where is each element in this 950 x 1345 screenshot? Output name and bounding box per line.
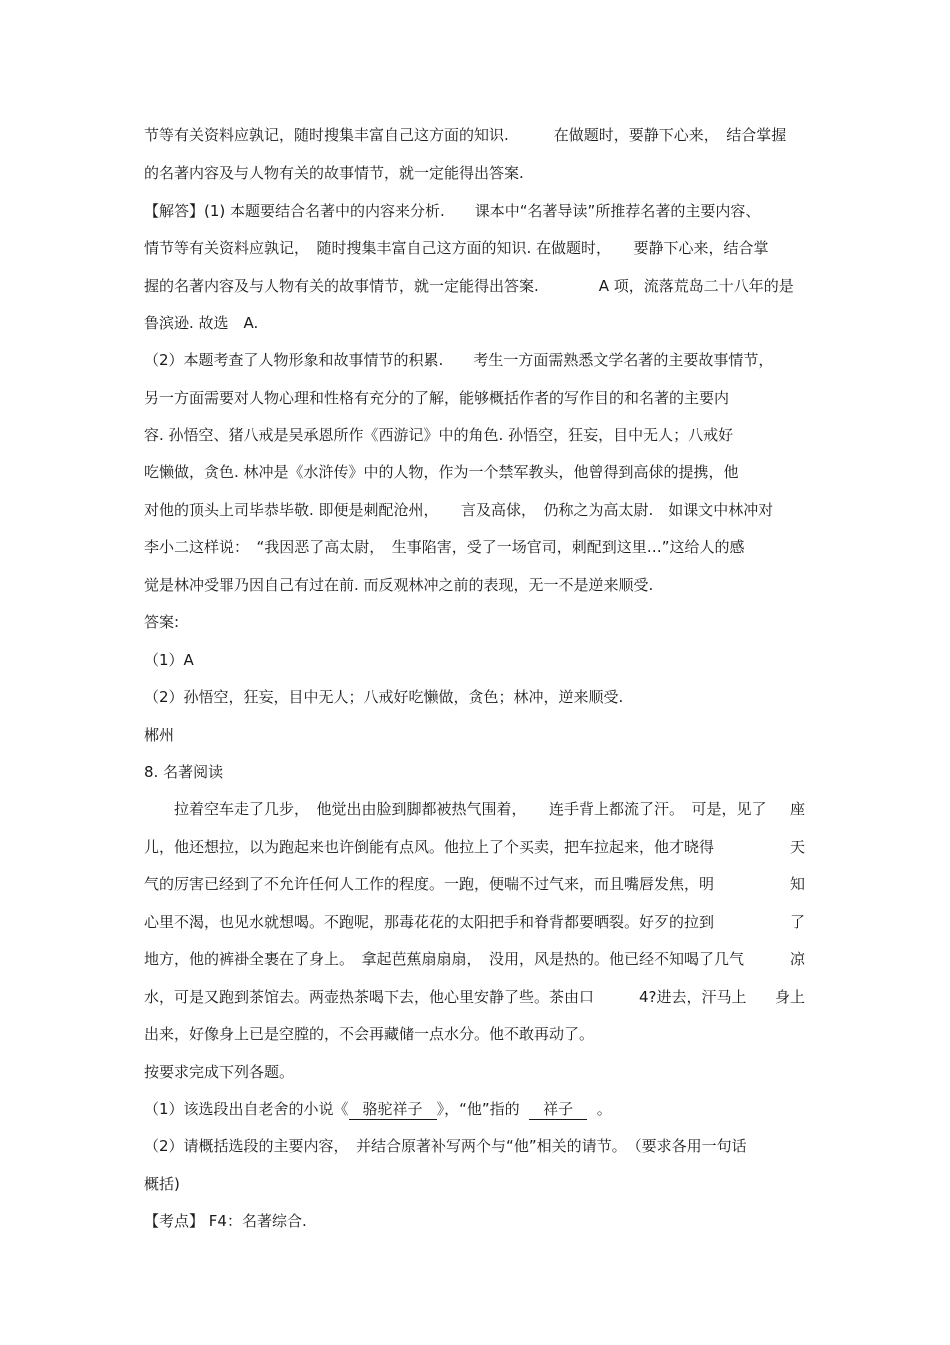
text-line: 节等有关资料应孰记，随时搜集丰富自己这方面的知识. 在做题时，要静下心来， 结合掌握 — [144, 126, 787, 144]
question-1 — [144, 1099, 612, 1119]
text-line: 握的名著内容及与人物有关的故事情节，就一定能得出答案. A 项，流落荒岛二十八年的是 — [144, 277, 794, 295]
passage-line: 拉着空车走了几步， 他觉出由脸到脚都被热气围着， 连手背上都流了汗。 可是，见了 — [144, 800, 767, 818]
q1-prefix: （1）该选段出自老舍的小说《 — [144, 1100, 349, 1118]
text-line: 对他的顶头上司毕恭毕敬. 即便是刺配沧州， 言及高俅， 仍称之为高太尉. 如课文中林冲对 — [144, 501, 774, 519]
text-line: 吃懒做，贪色. 林冲是《水浒传》中的人物，作为一个禁军教头，他曾得到高俅的提携，他 — [144, 463, 739, 481]
text-line: （2）本题考查了人物形象和故事情节的积累. 考生一方面需熟悉文学名著的主要故事情节， — [144, 351, 774, 369]
passage-line: 心里不渴，也见水就想喝。不跑呢，那毒花花的太阳把手和脊背都要晒裂。好歹的拉到 — [144, 913, 715, 931]
text-line: 李小二这样说： “我因恶了高太尉， 生事陷害，受了一场官司，刺配到这里…”这给人的感 — [144, 538, 745, 556]
passage-line-end: 了 — [790, 913, 806, 931]
text-line: 容. 孙悟空、猪八戒是吴承恩所作《西游记》中的角色. 孙悟空，狂妄，目中无人；八戒好 — [144, 426, 734, 444]
text-line: 情节等有关资料应孰记， 随时搜集丰富自己这方面的知识. 在做题时， 要静下心来，结合掌 — [144, 239, 769, 257]
passage-line-end: 知 — [790, 875, 806, 893]
passage-line: 气的厉害已经到了不允许任何人工作的程度。一跑，便喘不过气来，而且嘴唇发焦，明 — [144, 875, 715, 893]
text-line: 【解答】(1) 本题要结合名著中的内容来分析. 课本中“名著导读”所推荐名著的主要内容、 — [144, 202, 761, 220]
text-line: 的名著内容及与人物有关的故事情节，就一定能得出答案. — [144, 164, 524, 182]
answer-heading: 答案: — [144, 613, 180, 631]
question-heading: 8. 名著阅读 — [144, 763, 224, 781]
question-2-line: （2）请概括选段的主要内容， 并结合原著补写两个与“他”相关的请节。 （要求各用一句话 — [144, 1137, 747, 1155]
answer-2: （2）孙悟空，狂妄，目中无人；八戒好吃懒做，贪色；林冲，逆来顺受. — [144, 688, 624, 706]
q1-middle: 》，“他”指的 — [436, 1100, 520, 1118]
text-line: 鲁滨逊. 故选 A. — [144, 314, 259, 332]
passage-line: 儿，他还想拉，以为跑起来也许倒能有点风。他拉上了个买卖，把车拉起来，他才晓得 — [144, 838, 715, 856]
answer-1: （1）A — [144, 651, 194, 669]
passage-line: 出来，好像身上已是空膛的，不会再藏储一点水分。他不敢再动了。 — [144, 1025, 595, 1043]
instruction: 按要求完成下列各题。 — [144, 1063, 295, 1081]
passage-line: 地方，他的裤褂全裹在了身上。 拿起芭蕉扇扇扇， 没用，风是热的。他已经不知喝了几气 — [144, 950, 745, 968]
question-2-line: 概括) — [144, 1175, 180, 1193]
q1-suffix: 。 — [596, 1100, 612, 1118]
passage-line: 水，可是又跑到茶馆去。两壶热茶喝下去，他心里安静了些。茶由口 4?进去，汗马上 — [144, 988, 747, 1006]
text-line: 另一方面需要对人物心理和性格有充分的了解，能够概括作者的写作目的和名著的主要内 — [144, 389, 730, 407]
q1-answer-novel: 骆驼祥子 — [349, 1100, 437, 1120]
passage-line-end: 凉 — [790, 950, 806, 968]
region-label: 郴州 — [144, 726, 175, 744]
passage-line-end: 座 — [790, 800, 806, 818]
passage-line-end: 身上 — [775, 988, 806, 1006]
passage-line-end: 天 — [790, 838, 806, 856]
text-line: 觉是林冲受罪乃因自己有过在前. 而反观林冲之前的表现，无一不是逆来顺受. — [144, 576, 654, 594]
q1-answer-person: 祥子 — [529, 1100, 587, 1120]
kaodian: 【考点】 F4：名著综合. — [144, 1212, 307, 1230]
